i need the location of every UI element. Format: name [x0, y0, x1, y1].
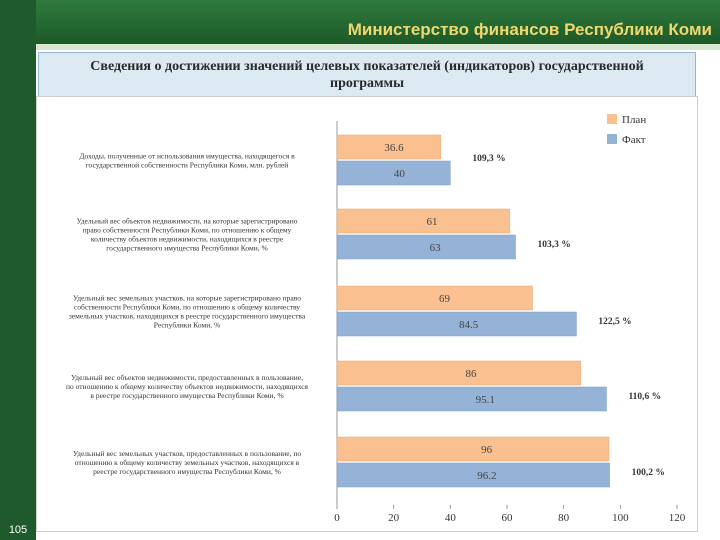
fact-bar [337, 387, 606, 411]
legend-swatch [607, 134, 617, 144]
bar-value-label: 95.1 [475, 394, 495, 406]
legend-label: План [622, 114, 647, 126]
category-label [79, 152, 295, 170]
plan-bar [337, 286, 533, 310]
category-label-line: Удельный вес земельных участков, на которые зарегистрировано право [73, 293, 301, 303]
fulfillment-percent-label: 100,2 % [631, 468, 665, 478]
category-label-line: в реестре государственного имущества Республики Коми, % [90, 391, 284, 400]
category-label-line: Удельный вес объектов недвижимости, предоставленных в пользование, [71, 373, 303, 382]
category-label [66, 373, 309, 400]
bar-value-label: 36.6 [384, 142, 404, 154]
bar-value-label: 69 [439, 293, 451, 305]
slide-title: Сведения о достижении значений целевых показателей (индикаторов) государственной программы [90, 59, 644, 91]
bar-value-label: 84.5 [459, 319, 479, 331]
legend-label: Факт [622, 134, 646, 146]
category-label-line: Республики Коми, % [153, 320, 221, 330]
x-tick-label: 80 [558, 512, 570, 524]
category-label-line: Удельный вес земельных участков, предоставленных в пользование, по [72, 449, 302, 458]
bar-value-label: 63 [429, 242, 441, 254]
bar-value-label: 40 [393, 168, 405, 180]
category-label [69, 294, 306, 330]
bar-value-label: 86 [465, 368, 477, 380]
x-tick-label: 100 [612, 512, 629, 524]
plan-bar [337, 361, 581, 385]
category-label-line: государственного имущества Республики Коми, % [106, 243, 268, 253]
page-number: 105 [8, 524, 28, 536]
fact-bar [337, 235, 516, 259]
left-sidebar [0, 0, 36, 540]
header-divider [36, 44, 720, 50]
category-label [76, 217, 297, 253]
category-label-line: по отношению к общему количеству объектов недвижимости, находящихся [65, 382, 309, 391]
fulfillment-percent-label: 110,6 % [628, 392, 662, 402]
header-bar [0, 0, 720, 44]
fulfillment-percent-label: 109,3 % [472, 154, 506, 164]
category-label-line: Удельный вес объектов недвижимости, на которые зарегистрировано [76, 216, 298, 226]
bar-value-label: 96.2 [477, 470, 497, 482]
legend-swatch [607, 114, 617, 124]
category-label-line: отношению к общему количеству земельных участков, находящихся в [74, 458, 300, 467]
plan-bar [337, 209, 510, 233]
category-label-line: количеству объектов недвижимости, находящихся в реестре [90, 234, 284, 244]
category-label-line: земельных участков, находящихся в реестре государственного имущества [68, 311, 306, 321]
ministry-title: Министерство финансов Республики Коми [347, 20, 712, 39]
category-label-line: государственной собственности Республики Коми, млн. рублей [85, 160, 289, 170]
fact-bar [337, 463, 610, 487]
slide-title-box [38, 52, 696, 98]
category-label-line: право собственности Республики Коми, по отношению к общему [82, 225, 292, 235]
fulfillment-percent-label: 122,5 % [598, 317, 632, 327]
x-tick-label: 20 [388, 512, 400, 524]
category-label [73, 449, 301, 476]
fulfillment-percent-label: 103,3 % [537, 240, 571, 250]
category-label-line: собственности Республики Коми, по отношению к общему количеству [73, 302, 301, 312]
x-tick-label: 0 [334, 512, 340, 524]
fact-bar [337, 312, 576, 336]
x-tick-label: 120 [668, 512, 686, 524]
bar-value-label: 96 [481, 444, 493, 456]
category-label-line: Доходы, полученные от использования имущества, находящегося в [79, 151, 295, 161]
bar-chart [37, 97, 697, 531]
bar-value-label: 61 [426, 216, 438, 228]
x-tick-label: 40 [444, 512, 456, 524]
chart-panel [36, 96, 698, 532]
x-tick-label: 60 [501, 512, 513, 524]
plan-bar [337, 437, 609, 461]
category-label-line: реестре государственного имущества Республики Коми, % [93, 467, 281, 476]
